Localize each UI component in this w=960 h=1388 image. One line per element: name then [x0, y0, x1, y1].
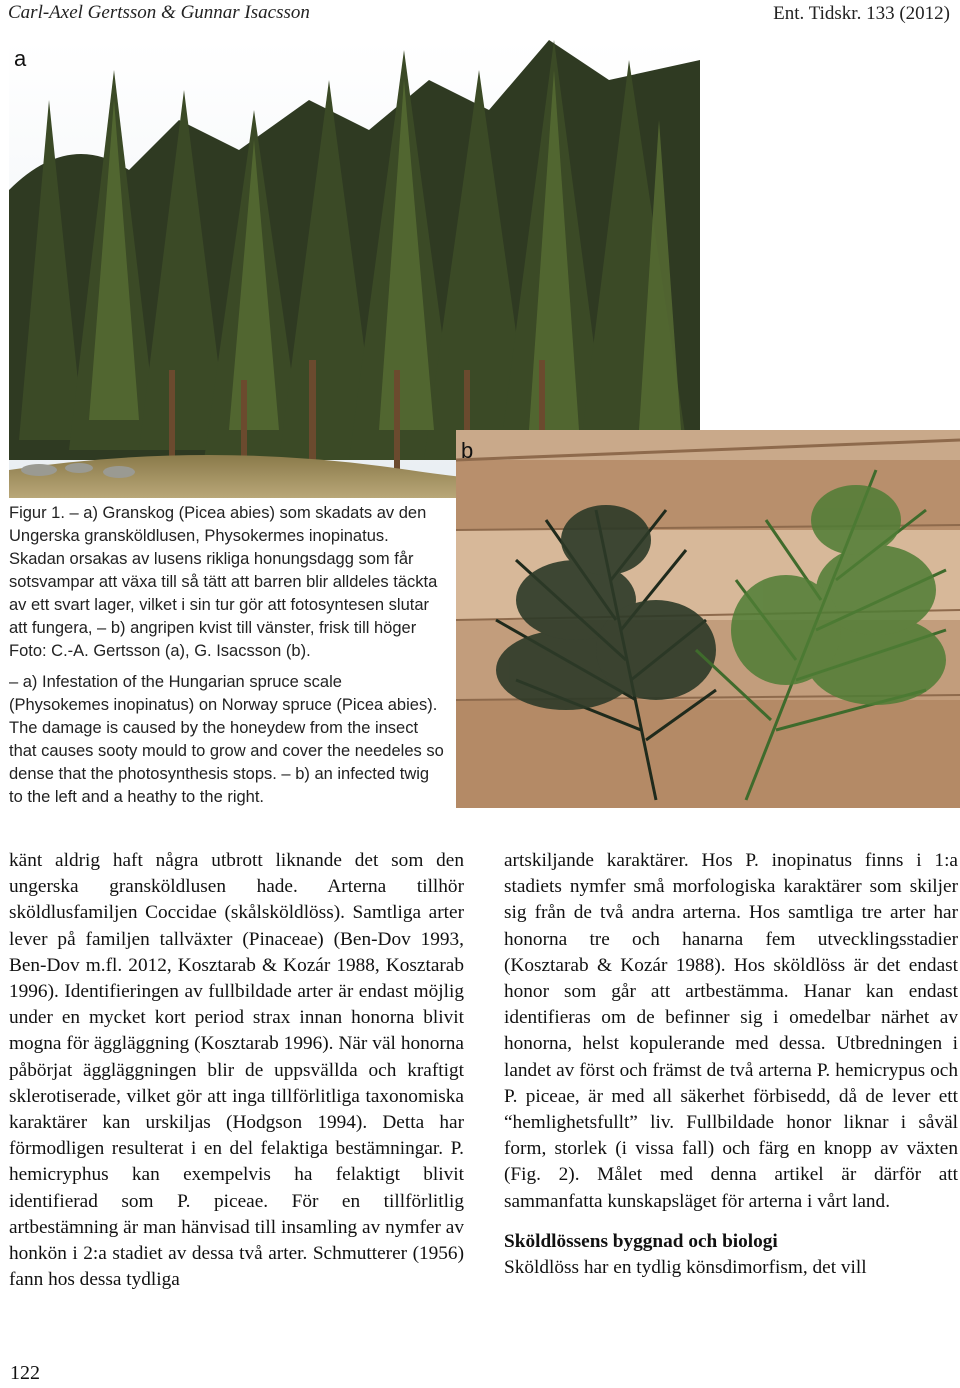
- figure-photo-b-spruce-twigs: [456, 430, 960, 808]
- body-column-left: [9, 848, 464, 1293]
- body-paragraph-left: känt aldrig haft några utbrott liknande det som den ungerska gransköldlusen hade. Arterna tillhör sköldlusfamiljen Coccidae (skålsköldlöss). Samtliga arter lever på familjen tallväxter (Pinaceae) (Ben-Dov 1993, Ben-Dov m.fl. 2012, Kosztarab & Kozár 1988, Kosztarab 1996). Identifieringen av fullbildade arter är endast möjlig under en mycket kort period strax innan honorna blivit mogna för äggläggning (Kosztarab 1996). När väl honorna påbörjat äggläggningen blir de uppsvällda och kraftigt sklerotiserade, vilket gör att inga tillförlitliga taxonomiska karaktärer kan urskiljas (Hodgson 1994). Detta har förmodligen resulterat i en del felaktiga bestämningar. P. hemicryphus kan exempelvis ha felaktigt blivit identifierad som P. piceae. För en tillförlitlig artbestämning är man hänvisad till insamling av nymfer av honkön i 2:a stadiet av dessa två arter. Schmutterer (1956) fann hos dessa tydliga: [9, 850, 464, 1291]
- figure-panel-a-label: a: [14, 46, 27, 71]
- page-number: 122: [10, 1362, 40, 1384]
- section-paragraph: Sköldlöss har en tydlig könsdimorfism, det vill: [504, 1257, 867, 1279]
- figure-panel-b-label: b: [461, 438, 474, 463]
- figure-caption: [9, 502, 446, 809]
- figure-caption-swedish: Figur 1. – a) Granskog (Picea abies) som skadats av den Ungerska gransköldlusen, Physokermes inopinatus. Skadan orsakas av lusens rikliga honungsdagg som får sotsvampar att växa till så tätt att barren blir alldeles täckta av ett svart lager, vilket i sin tur gör att fotosyntesen slutar att fungera, – b) angripen kvist till vänster, frisk till höger Foto: C.-A. Gertsson (a), G. Isacsson (b).: [9, 504, 438, 660]
- body-column-right: [504, 848, 958, 1281]
- running-header-journal: Ent. Tidskr. 133 (2012): [773, 3, 950, 24]
- body-paragraph-right: artskiljande karaktärer. Hos P. inopinatus finns i 1:a stadiets nymfer små morfologiska karaktärer som skiljer sig från de två andra arterna. Hos samtliga tre arter har honorna tre och hanarna fem utvecklingsstadier (Kosztarab & Kozár 1988). Hos sköldlöss är det endast honor som går att artbestämma. Hanar kan endast identifieras om de befinner sig i omedelbar närhet av honorna, helst kopulerande med dessa. Utbredningen i landet av först och främst de två arterna P. hemicrypus och P. piceae, är med all säkerhet förbisedd, då de lever ett “hemlighetsfullt” liv. Fullbildade honor liknar i såväl form, storlek (i vissa fall) och färg en knopp av växten (Fig. 2). Målet med denna artikel är därför att sammanfatta kunskapsläget för arterna i vårt land.: [504, 850, 958, 1212]
- running-header-authors: Carl-Axel Gertsson & Gunnar Isacsson: [8, 2, 310, 23]
- section-heading: Sköldlössens byggnad och biologi: [504, 1230, 778, 1252]
- figure-caption-english: – a) Infestation of the Hungarian spruce scale (Physokemes inopinatus) on Norway spruce (Picea abies). The damage is caused by the honeydew from the insect that causes sooty mould to grow and cover the needeles so dense that the photosynthesis stops. – b) an infected twig to the left and a heathy to the right.: [9, 673, 444, 806]
